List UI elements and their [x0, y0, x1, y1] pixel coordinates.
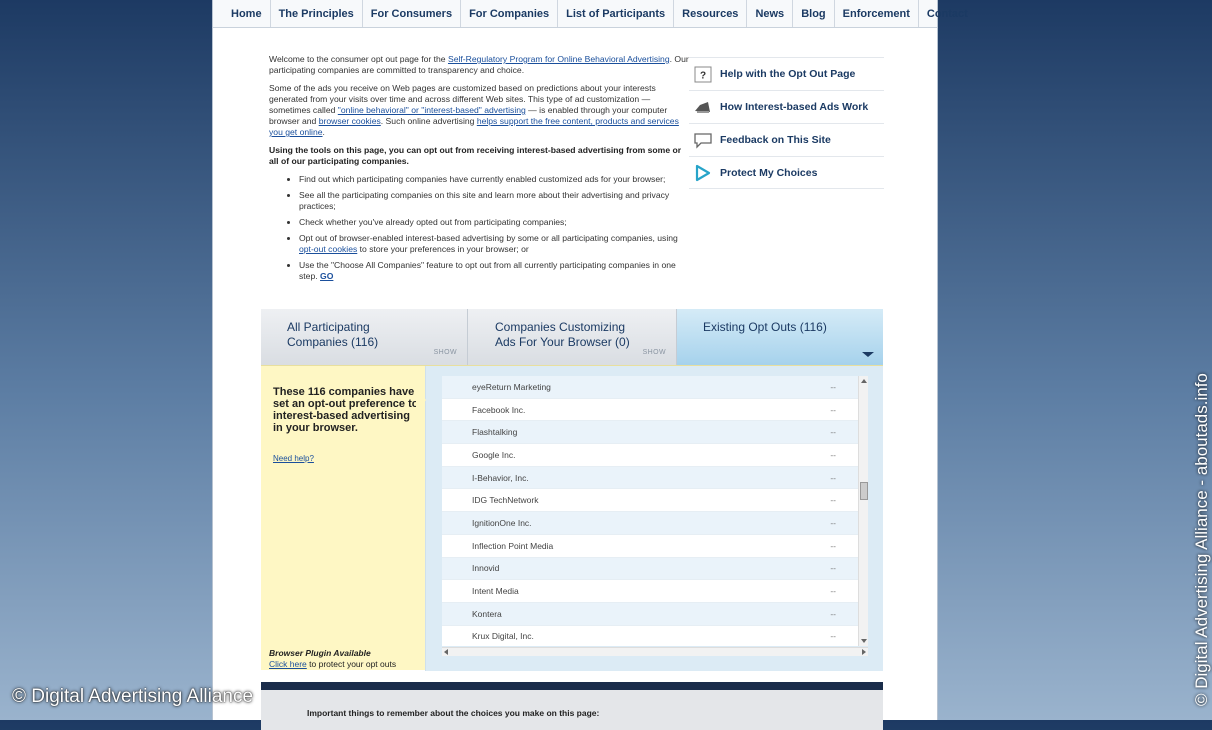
feedback-link[interactable]: Feedback on This Site	[689, 123, 884, 156]
how-ads-work-link[interactable]: How Interest-based Ads Work	[689, 90, 884, 123]
watermark-left: © Digital Advertising Alliance	[12, 686, 254, 707]
company-name: Intent Media	[472, 586, 519, 597]
nav-home[interactable]: Home	[223, 0, 271, 27]
company-status: --	[830, 563, 836, 574]
side-links	[689, 57, 884, 189]
nav-resources[interactable]: Resources	[674, 0, 747, 27]
table-row[interactable]	[442, 376, 868, 399]
panel-pointer	[416, 386, 426, 414]
company-name: Kontera	[472, 608, 502, 619]
table-row[interactable]	[442, 603, 868, 626]
important-heading: Important things to remember about the choices you make on this page:	[307, 708, 600, 718]
company-tabs	[261, 309, 883, 365]
scroll-right-icon[interactable]	[862, 649, 866, 655]
important-box	[261, 690, 883, 730]
company-status: --	[830, 404, 836, 415]
company-status: --	[830, 540, 836, 551]
scroll-thumb[interactable]	[860, 482, 868, 500]
table-row[interactable]	[442, 558, 868, 581]
horizontal-scrollbar[interactable]	[442, 647, 868, 656]
scroll-left-icon[interactable]	[444, 649, 448, 655]
company-status: --	[830, 472, 836, 483]
list-item: • See all the participating companies on this site and learn more about their advertising and privacy practices;	[299, 190, 689, 212]
company-name: Google Inc.	[472, 449, 516, 460]
nav-consumers[interactable]: For Consumers	[363, 0, 461, 27]
table-row[interactable]	[442, 580, 868, 603]
svg-text:?: ?	[699, 70, 707, 81]
nav-enforcement[interactable]: Enforcement	[835, 0, 919, 27]
company-status: --	[830, 608, 836, 619]
tools-list	[299, 174, 689, 282]
top-nav	[213, 0, 968, 28]
tab-companies-customizing[interactable]: Companies Customizing Ads For Your Browser (0) SHOW	[468, 309, 677, 365]
page-container	[212, 0, 968, 720]
intro-paragraph-2: Some of the ads you receive on Web pages are customized based on predictions about your interests generated from your visits over time and across different Web sites. This type of ad customization — sometimes called "online behavioral" or "interest-based" advertising — is enabled through your computer browser and browser cookies. Such online advertising helps support the free content, products and services you get online.	[269, 83, 679, 137]
free-content-link[interactable]: helps support the free content, products and services you get online	[269, 116, 679, 137]
megaphone-icon	[693, 98, 713, 116]
table-row[interactable]	[442, 467, 868, 490]
tab-all-participating[interactable]: All Participating Companies (116) SHOW	[261, 309, 468, 365]
caret-down-icon	[862, 352, 874, 357]
company-name: IDG TechNetwork	[472, 495, 539, 506]
adchoices-icon	[693, 164, 713, 182]
panel-description: These 116 companies have set an opt-out preference to interest-based advertising in your browser.	[273, 386, 419, 434]
speech-bubble-icon	[693, 131, 713, 149]
browser-plugin-note: Browser Plugin Available Click here to protect your opt outs	[269, 648, 397, 669]
company-status: --	[830, 631, 836, 642]
intro-text	[269, 54, 689, 287]
company-name: eyeReturn Marketing	[472, 381, 551, 392]
list-item: • Find out which participating companies have currently enabled customized ads for your browser;	[299, 174, 689, 185]
scroll-up-icon[interactable]	[861, 379, 867, 383]
behavioral-advertising-link[interactable]: "online behavioral" or "interest-based" advertising	[337, 105, 526, 115]
company-status: --	[830, 449, 836, 460]
company-name: Facebook Inc.	[472, 404, 526, 415]
browser-cookies-link[interactable]: browser cookies	[318, 116, 381, 126]
company-status: --	[830, 495, 836, 506]
company-status: --	[830, 517, 836, 528]
company-list[interactable]	[442, 376, 868, 646]
nav-news[interactable]: News	[747, 0, 793, 27]
company-name: Inflection Point Media	[472, 540, 554, 551]
show-toggle[interactable]: SHOW	[642, 349, 666, 356]
company-name: Innovid	[472, 563, 500, 574]
company-name: Flashtalking	[472, 427, 518, 438]
company-status: --	[830, 427, 836, 438]
tab-existing-opt-outs[interactable]: Existing Opt Outs (116)	[677, 309, 883, 365]
table-row[interactable]	[442, 489, 868, 512]
table-row[interactable]	[442, 444, 868, 467]
opt-out-cookies-link[interactable]: opt-out cookies	[299, 244, 358, 254]
show-toggle[interactable]: SHOW	[433, 349, 457, 356]
divider-bar	[261, 682, 883, 690]
nav-contact[interactable]: Contact	[926, 8, 968, 20]
company-list-box	[425, 366, 883, 671]
question-icon	[693, 65, 713, 83]
intro-paragraph-1: Welcome to the consumer opt out page for the Self-Regulatory Program for Online Behavioral Advertising. Our participating companies are committed to transparency and choice.	[269, 54, 689, 75]
company-name: Krux Digital, Inc.	[472, 631, 534, 642]
protect-choices-link[interactable]: Protect My Choices	[689, 156, 884, 189]
table-row[interactable]	[442, 399, 868, 422]
table-row[interactable]	[442, 512, 868, 535]
nav-principles[interactable]: The Principles	[271, 0, 363, 27]
company-status: --	[830, 381, 836, 392]
company-name: IgnitionOne Inc.	[472, 517, 532, 528]
list-item: • Use the "Choose All Companies" feature to opt out from all currently participating companies in one step. GO	[299, 260, 689, 282]
need-help-link[interactable]: Need help?	[273, 454, 314, 463]
intro-paragraph-3: Using the tools on this page, you can opt out from receiving interest-based advertising from some or all of our participating companies.	[269, 145, 682, 166]
help-opt-out-link[interactable]: ? Help with the Opt Out Page	[689, 57, 884, 90]
vertical-scrollbar[interactable]	[858, 376, 868, 646]
table-row[interactable]	[442, 421, 868, 444]
company-name: I-Behavior, Inc.	[472, 472, 529, 483]
go-link[interactable]: GO	[320, 271, 334, 281]
table-row[interactable]	[442, 626, 868, 649]
nav-blog[interactable]: Blog	[793, 0, 834, 27]
scroll-down-icon[interactable]	[861, 639, 867, 643]
plugin-click-here-link[interactable]: Click here	[269, 659, 307, 669]
table-row[interactable]	[442, 535, 868, 558]
program-link[interactable]: Self-Regulatory Program for Online Behavioral Advertising	[447, 54, 670, 64]
list-item: • Opt out of browser-enabled interest-based advertising by some or all participating companies, using opt-out cookies to store your preferences in your browser; or	[299, 233, 689, 255]
company-status: --	[830, 586, 836, 597]
opt-out-panel	[261, 365, 883, 670]
list-item: • Check whether you've already opted out from participating companies;	[299, 217, 689, 228]
nav-companies[interactable]: For Companies	[461, 0, 558, 27]
watermark-right: © Digital Advertising Alliance - aboutads.info	[1192, 373, 1211, 706]
nav-participants[interactable]: List of Participants	[558, 0, 674, 27]
